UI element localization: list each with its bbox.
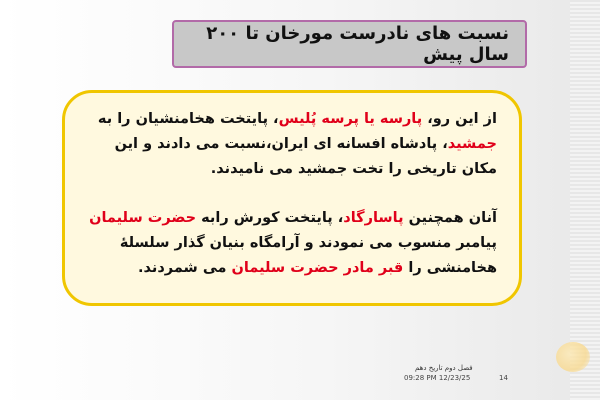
page-number: 14	[499, 374, 508, 382]
slide-title	[172, 20, 527, 68]
p2-highlight-tomb: قبر مادر حضرت سلیمان	[231, 260, 404, 276]
p2-highlight-solomon: حضرت سلیمان	[89, 210, 197, 226]
p2-highlight-pasargad: پاسارگاد	[343, 210, 404, 226]
p2-text-2: ، پایتخت کورش رابه	[196, 210, 344, 226]
p2-text-4: می شمردند.	[138, 260, 232, 276]
decorative-glow	[556, 342, 590, 372]
footer-datetime: 09:28 PM 12/23/25	[404, 374, 471, 382]
p2-text-3: پیامبر منسوب می نمودند و آرامگاه بنیان گذار سلسلۀ هخامنشی را	[119, 235, 497, 276]
p1-highlight-parseh: پارسه یا پرسه پُلیس	[278, 111, 423, 127]
p1-text-3: ، پادشاه افسانه ای ایران،نسبت می دادند و این مکان تاریخی را تخت جمشید می نامیدند.	[114, 136, 497, 177]
paragraph-1	[81, 107, 497, 182]
slide-edge-strip	[570, 0, 600, 400]
p1-text-1: از این رو،	[422, 111, 497, 127]
p1-highlight-jamshid: جمشید	[447, 136, 497, 152]
p2-text-1: آنان همچنین	[403, 210, 497, 226]
footer-note: فصل دوم تاریخ دهم	[415, 364, 473, 372]
p1-text-2: ، پایتخت هخامنشیان را به	[97, 111, 279, 127]
content-box	[62, 90, 522, 306]
slide-title-text: نسبت های نادرست مورخان تا ۲۰۰ سال پیش	[206, 23, 509, 65]
paragraph-2	[81, 206, 497, 281]
